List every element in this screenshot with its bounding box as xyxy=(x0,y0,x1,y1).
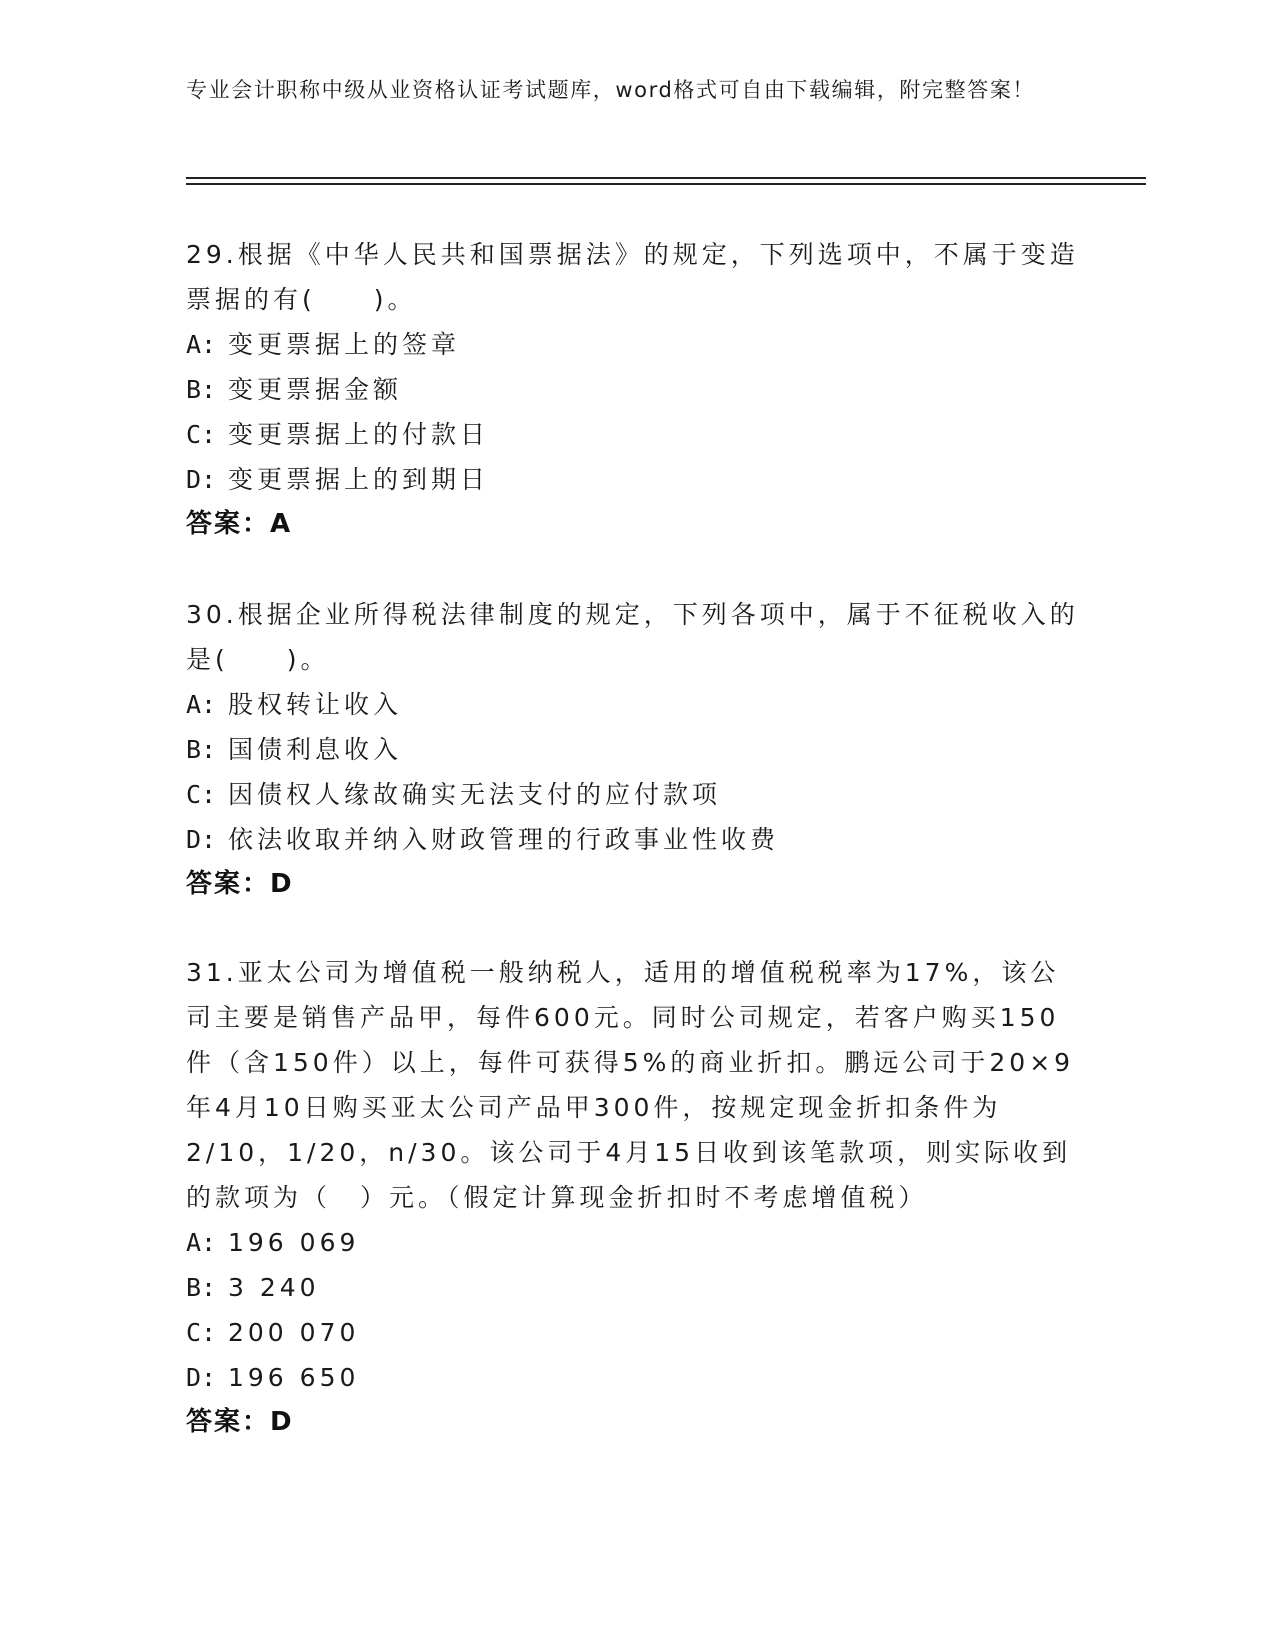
option-c xyxy=(186,772,1086,817)
option-text: 3 240 xyxy=(228,1273,320,1302)
option-text: 196 650 xyxy=(228,1363,360,1392)
option-b xyxy=(186,1265,1086,1310)
option-text: 因债权人缘故确实无法支付的应付款项 xyxy=(228,780,722,809)
option-label: D: xyxy=(186,465,217,494)
option-text: 依法收取并纳入财政管理的行政事业性收费 xyxy=(228,825,780,854)
option-a xyxy=(186,1220,1086,1265)
header-text: 专业会计职称中级从业资格认证考试题库，word格式可自由下载编辑，附完整答案！ xyxy=(186,78,1036,102)
answer-line: 答案：D xyxy=(186,1407,294,1437)
header-divider-bottom xyxy=(186,183,1146,185)
option-text: 200 070 xyxy=(228,1318,360,1347)
option-c xyxy=(186,1310,1086,1355)
option-text: 变更票据金额 xyxy=(228,375,403,404)
question-stem: 31.亚太公司为增值税一般纳税人，适用的增值税税率为17%，该公司主要是销售产品甲，每件600元。同时公司规定，若客户购买150件（含150件）以上，每件可获得5%的商业折扣。鹏远公司于20×9年4月10日购买亚太公司产品甲300件，按规定现金折扣条件为2/10，1/20，n/30。该公司于4月15日收到该笔款项，则实际收到的款项为（ ）元。（假定计算现金折扣时不考虑增值税） xyxy=(186,958,1075,1212)
option-a xyxy=(186,682,1086,727)
option-label: C: xyxy=(186,420,217,449)
option-d xyxy=(186,457,1086,502)
option-text: 国债利息收入 xyxy=(228,735,403,764)
option-label: B: xyxy=(186,1273,217,1302)
header-divider-top xyxy=(186,177,1146,179)
option-label: B: xyxy=(186,375,217,404)
option-label: A: xyxy=(186,690,217,719)
question-stem: 29.根据《中华人民共和国票据法》的规定，下列选项中，不属于变造票据的有( )。 xyxy=(186,240,1079,314)
option-label: D: xyxy=(186,1363,217,1392)
question-29 xyxy=(186,232,1086,547)
question-30 xyxy=(186,592,1086,907)
option-text: 变更票据上的付款日 xyxy=(228,420,490,449)
option-b xyxy=(186,367,1086,412)
option-label: C: xyxy=(186,780,217,809)
option-text: 股权转让收入 xyxy=(228,690,403,719)
option-a xyxy=(186,322,1086,367)
option-label: D: xyxy=(186,825,217,854)
option-text: 变更票据上的签章 xyxy=(228,330,461,359)
option-text: 变更票据上的到期日 xyxy=(228,465,490,494)
option-d xyxy=(186,1355,1086,1400)
document-header xyxy=(186,74,1066,106)
option-text: 196 069 xyxy=(228,1228,360,1257)
option-d xyxy=(186,817,1086,862)
question-stem: 30.根据企业所得税法律制度的规定，下列各项中，属于不征税收入的是( )。 xyxy=(186,600,1079,674)
option-label: C: xyxy=(186,1318,217,1347)
answer-line: 答案：D xyxy=(186,869,294,899)
option-c xyxy=(186,412,1086,457)
question-31 xyxy=(186,950,1086,1445)
option-label: A: xyxy=(186,330,217,359)
option-b xyxy=(186,727,1086,772)
option-label: B: xyxy=(186,735,217,764)
option-label: A: xyxy=(186,1228,217,1257)
answer-line: 答案：A xyxy=(186,509,293,539)
